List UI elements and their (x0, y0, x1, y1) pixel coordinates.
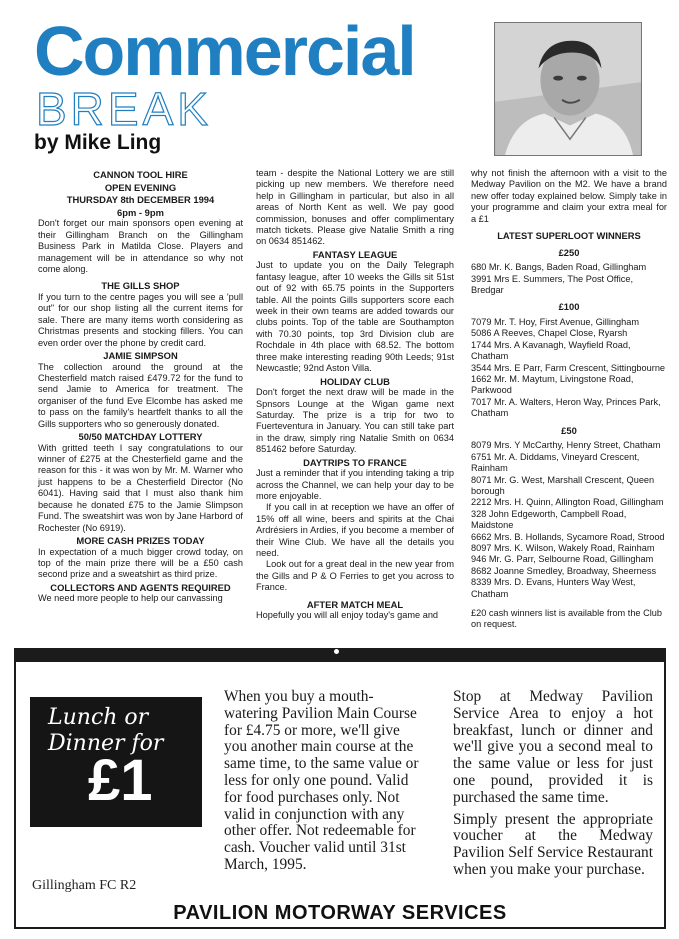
section-heading: FANTASY LEAGUE (312, 248, 398, 260)
section-heading: MORE CASH PRIZES TODAY (76, 534, 205, 546)
section-heading: 6pm - 9pm (117, 206, 164, 218)
prize-tier-heading: £100 (558, 301, 580, 313)
article-paragraph: why not finish the afternoon with a visit to the Medway Pavilion on the M2. We have a brand new offer today explained below. Simply take in your programme and claim your extra meal for a £1 (471, 168, 667, 224)
article-paragraph: We need more people to help our canvassing (38, 593, 223, 604)
section-heading: LATEST SUPERLOOT WINNERS (497, 230, 641, 242)
winner-entry: 3991 Mrs E. Summers, The Post Office, Bredgar (471, 273, 634, 296)
advert-terms: When you buy a mouth-watering Pavilion Main Course for £4.75 or more, we'll give you another main course at the same time, to the same value or less for only one pound. Valid for food purchases only. Not valid in conjunction with any other offer. Not redeemable for cash. Voucher valid until 31st March, 1995. (224, 688, 419, 873)
masthead-title: Commercial (34, 12, 415, 90)
article-paragraph: Just a reminder that if you intending taking a trip across the Channel, we can help your day to be more enjoyable. (256, 468, 454, 501)
advert-brand: PAVILION MOTORWAY SERVICES (173, 902, 507, 924)
winner-entry: 6662 Mrs. B. Hollands, Sycamore Road, Strood (471, 531, 665, 542)
masthead-subtitle: BREAK (36, 83, 212, 135)
article-paragraph: If you turn to the centre pages you will see a 'pull out" for our shop listing all the current items for sale. There are many items worth considering as Christmas presents and stocking fillers. You can even order over the phone by credit card. (38, 292, 243, 348)
winner-entry: 3544 Mrs. E Parr, Farm Crescent, Sittingbourne (471, 362, 666, 373)
section-heading: DAYTRIPS TO FRANCE (303, 456, 407, 468)
article-paragraph: With gritted teeth I say congratulations to our winner of £275 at the Chesterfield game and the reason for this - it was won by Mr. M. Warner who just happens to be a Chesterfield Director (No 6041). Having said that I must also thank him because he donated £75 to the Jamie Slimpson Fund. The sweatshirt was won by Jane Harbord of Rochester (No 6919). (38, 442, 243, 533)
winner-entry: 1662 Mr. M. Maytum, Livingstone Road, Parkwood (471, 374, 634, 396)
article-paragraph: Don't forget our main sponsors open evening at their Gillingham Branch on the Gillingham Business Park in Matilda Close. Players and management will be in attendance so why not come along. (38, 218, 243, 274)
offer-price: £1 (88, 748, 153, 813)
winner-entry: 946 Mr. G. Parr, Selbourne Road, Gillingham (471, 554, 654, 565)
portrait-image (495, 23, 641, 155)
winner-entry: 2212 Mrs. H. Quinn, Allington Road, Gillingham (471, 497, 664, 508)
article-paragraph: Don't forget the next draw will be made in the Spnsors Lounge at the Wigan game next Saturday. The prize is a trip for two to Fuerteventura in January. You can still take part in the draw, simply ring Natalie Smith on 0634 851462 before Saturday. (256, 387, 454, 455)
winners-list (471, 247, 667, 604)
winner-entry: 8079 Mrs. Y McCarthy, Henry Street, Chatham (471, 440, 661, 451)
winner-entry: 8097 Mrs. K. Wilson, Wakely Road, Rainham (471, 542, 655, 553)
section-heading: COLLECTORS AND AGENTS REQUIRED (50, 581, 231, 593)
article-paragraph: If you call in at reception we have an offer of 15% off all wine, beers and spirits at the Chai Ardrésiers in Ardies, if you become a member of their Wine Club. We have all the details you need. (256, 502, 454, 558)
prize-tier-heading: £250 (558, 246, 580, 258)
footnote: £20 cash winners list is available from the Club on request. (471, 607, 662, 630)
winner-entry: 680 Mr. K. Bangs, Baden Road, Gillingham (471, 262, 647, 273)
section-heading: CANNON TOOL HIRE (93, 169, 188, 180)
section-heading: 50/50 MATCHDAY LOTTERY (78, 431, 203, 443)
section-heading: THE GILLS SHOP (101, 280, 180, 292)
section-heading: OPEN EVENING (104, 181, 177, 193)
author-photo (494, 22, 642, 156)
winner-entry: 7017 Mr. A. Walters, Heron Way, Princes Park, Chatham (471, 396, 661, 419)
article-paragraph: The collection around the ground at the Chesterfield match raised £479.72 for the fund to send Jamie to America for treatment. The organiser of the fund Eve Elcombe has asked me to pass on the family's heartfelt thanks to all the Gills supporters who so generously donated. (38, 361, 243, 429)
section-heading: HOLIDAY CLUB (320, 375, 390, 387)
masthead (34, 14, 474, 154)
voucher-reference: Gillingham FC R2 (32, 878, 137, 893)
section-heading: AFTER MATCH MEAL (306, 598, 404, 610)
section-heading: JAMIE SIMPSON (103, 350, 178, 362)
advert-description (453, 689, 653, 879)
winner-entry: 8682 Joanne Smedley, Broadway, Sheerness (471, 565, 657, 576)
winner-entry: 1744 Mrs. A Kavanagh, Wayfield Road, Chatham (471, 339, 631, 362)
section-heading: THURSDAY 8th DECEMBER 1994 (66, 194, 215, 206)
advert-paragraph: Stop at Medway Pavilion Service Area to enjoy a hot breakfast, lunch or dinner and we'll give you a second meal to the same value or less for just one pound, provided it is purchased the same time. (453, 688, 653, 806)
lunch-offer-box (30, 697, 202, 827)
column-3 (471, 168, 667, 631)
article-paragraph: Look out for a great deal in the new year from the Gills and P & O Ferries to get you across to France. (256, 559, 454, 593)
prize-tier-heading: £50 (561, 424, 577, 436)
lunch-line-1: Lunch or (48, 705, 149, 730)
article-paragraph: In expectation of a much bigger crowd today, on top of the main prize there will be a £50 cash second prize and a sweatshirt as third prize. (38, 546, 243, 580)
winner-entry: 8071 Mr. G. West, Marshall Crescent, Queen borough (471, 474, 655, 496)
winner-entry: 5086 A Reeves, Chapel Close, Ryarsh (471, 328, 628, 339)
winner-entry: 7079 Mr. T. Hoy, First Avenue, Gillingham (471, 317, 639, 328)
advert-paragraph: Simply present the appropriate voucher at the Medway Pavilion Self Service Restaurant when you make your purchase. (453, 810, 653, 878)
winner-entry: 328 John Edgeworth, Campbell Road, Maidstone (471, 508, 627, 531)
lunch-line-2: Dinner for (48, 731, 164, 756)
column-2 (256, 168, 454, 622)
article-paragraph: Just to update you on the Daily Telegraph fantasy league, after 10 weeks the Gills sit 51st out of 92 with 65.75 points in the Supporters table. All the points Gills supporters score each week in their own teams are added towards our clubs points. Top of the table are Southampton with 70.30 points, top 3rd Division club are Rochdale in 4th place with 68.52. The bottom three make interesting reading 90th Leeds; 91st Newcastle; 92nd Aston Villa. (256, 260, 454, 374)
byline: by Mike Ling (34, 131, 162, 154)
column-1 (38, 168, 243, 605)
article-paragraph: Hopefully you will all enjoy today's game and (256, 610, 439, 621)
bar-dot (334, 649, 339, 654)
article-paragraph: team - despite the National Lottery we are still picking up new members. We therefore need help in Gillingham in particular, but also in all areas of North Kent as well. We pay good commission, bonuses and offer complimentary match tickets. Please give Natalie Smith a ring on 0634 851462. (256, 168, 454, 247)
winner-entry: 6751 Mr. A. Diddams, Vineyard Crescent, Rainham (471, 451, 640, 474)
winner-entry: 8339 Mrs. D. Evans, Hunters Way West, Chatham (471, 577, 636, 599)
